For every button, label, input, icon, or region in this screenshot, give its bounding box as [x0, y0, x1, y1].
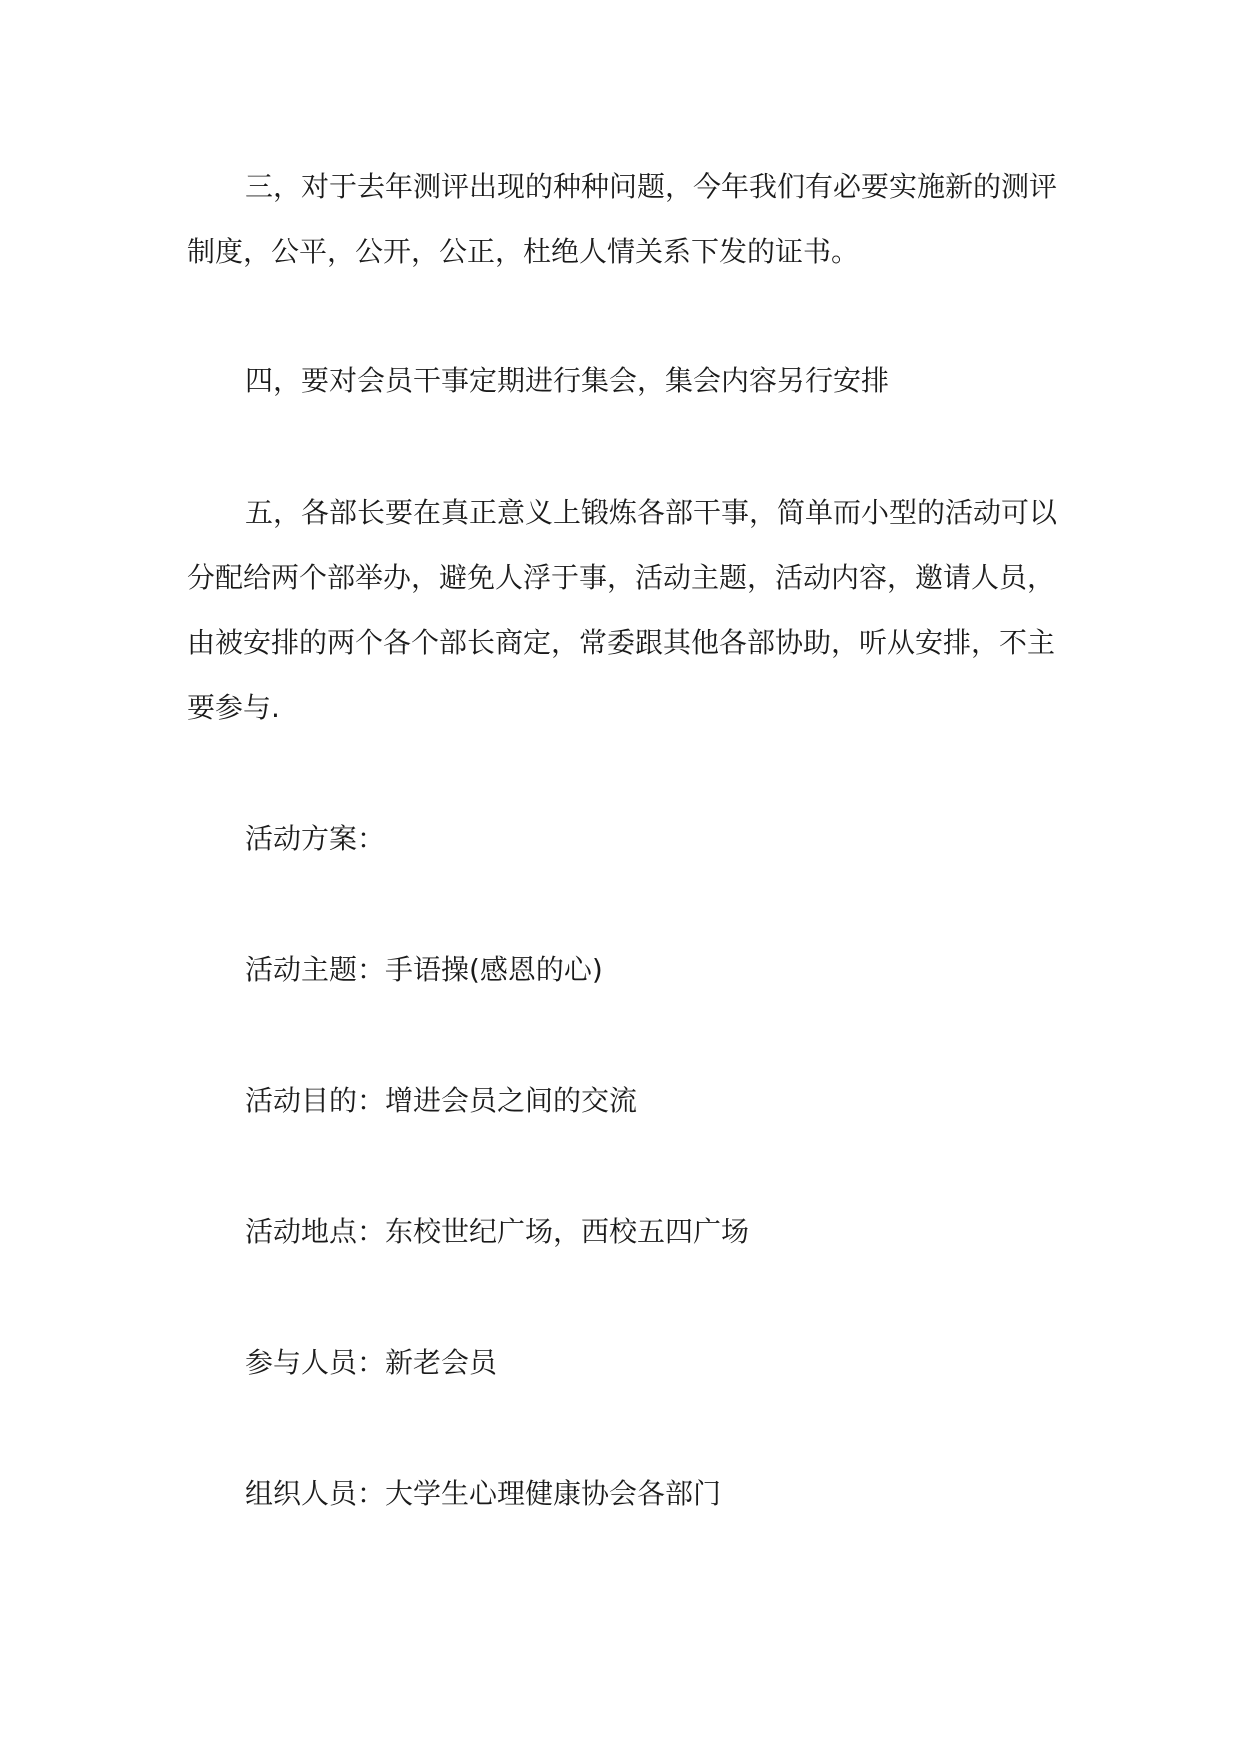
activity-location: 活动地点：东校世纪广场，西校五四广场	[245, 1215, 750, 1248]
activity-theme: 活动主题：手语操(感恩的心)	[245, 953, 603, 986]
activity-organizers: 组织人员：大学生心理健康协会各部门	[245, 1477, 722, 1510]
paragraph-item-5-ministers: 五，各部长要在真正意义上锻炼各部干事，简单而小型的活动可以分配给两个部举办，避免人浮于事，活动主题，活动内容，邀请人员，由被安排的两个各个部长商定，常委跟其他各部协助，听从安排，不主要参与.	[187, 496, 1058, 724]
activity-participants: 参与人员：新老会员	[245, 1346, 498, 1379]
activity-plan-heading: 活动方案：	[245, 822, 386, 855]
paragraph-item-4-meetings: 四，要对会员干事定期进行集会，集会内容另行安排	[245, 364, 890, 397]
activity-purpose: 活动目的：增进会员之间的交流	[245, 1084, 638, 1117]
paragraph-item-3-evaluation: 三，对于去年测评出现的种种问题，今年我们有必要实施新的测评制度，公平，公开，公正，杜绝人情关系下发的证书。	[187, 170, 1058, 268]
